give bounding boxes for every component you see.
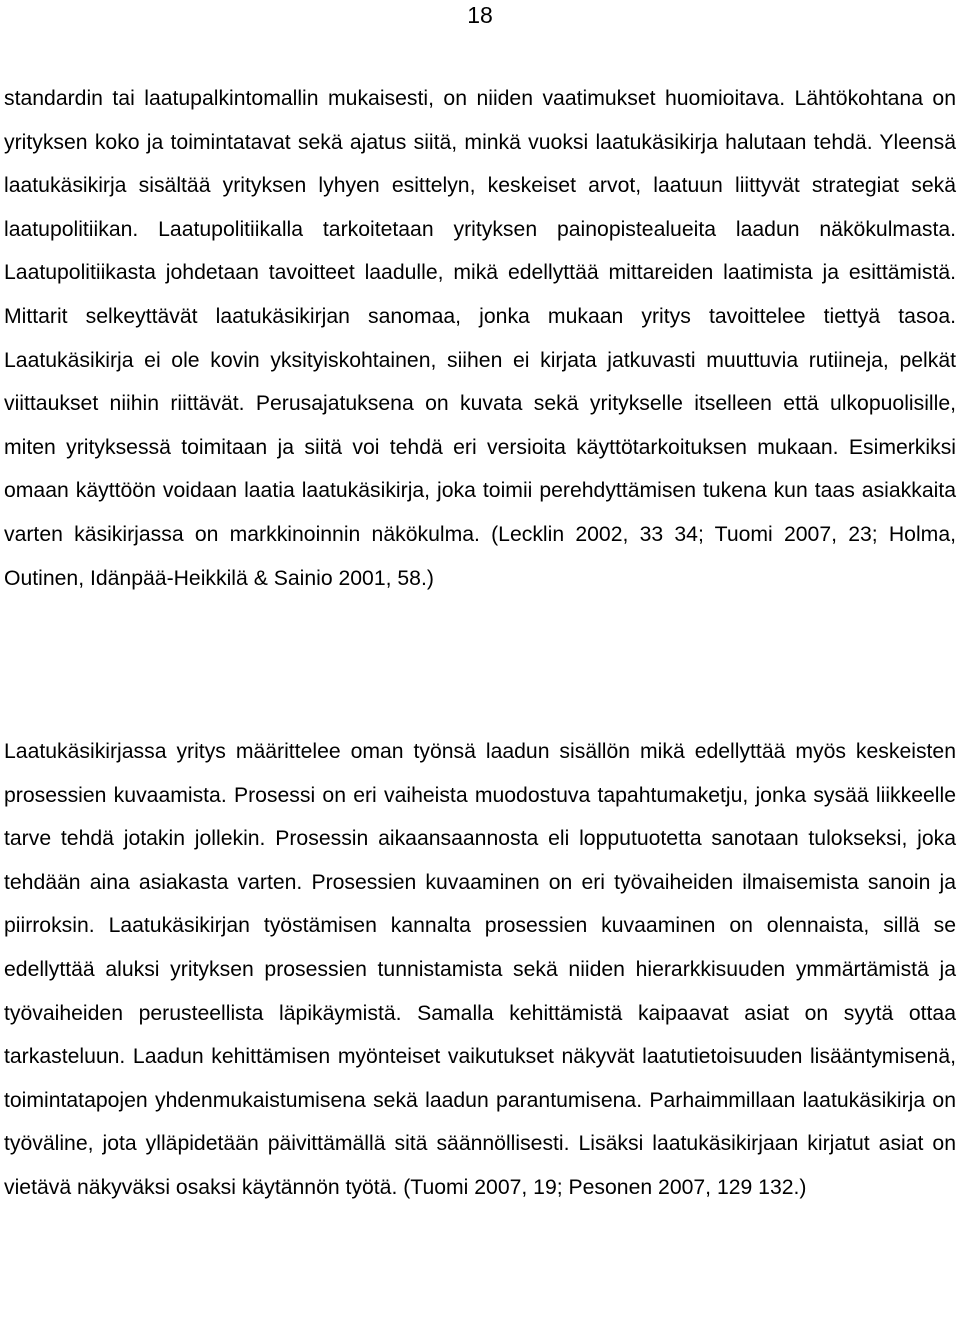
paragraph-text: standardin tai laatupalkintomallin mukaisesti, on niiden vaatimukset huomioitava. Lähtökohtana on yrityksen koko ja toimintatavat sekä ajatus siitä, minkä vuoksi laatukäsikirja halutaan tehdä. Yleensä laatukäsikirja sisältää yrityksen lyhyen esittelyn, keskeiset arvot, laatuun liittyvät strategiat sekä laatupolitiikan. Laatupolitiikalla tarkoitetaan yrityksen painopistealueita laadun näkökulmasta. Laatupolitiikasta johdetaan tavoitteet laadulle, mikä edellyttää mittareiden laatimista ja esittämistä. Mittarit selkeyttävät laatukäsikirjan sanomaa, jonka mukaan yritys tavoittelee tiettyä tasoa. Laatukäsikirja ei ole kovin yksityiskohtainen, siihen ei kirjata jatkuvasti muuttuvia rutiineja, pelkät viittaukset niihin riittävät. Perusajatuksena on kuvata sekä yritykselle itselleen että ulkopuolisille, miten yrityksessä toimitaan ja siitä voi tehdä eri versioita käyttötarkoituksen mukaan. Esimerkiksi omaan käyttöön voidaan laatia laatukäsikirja, joka toimii perehdyttämisen tukena kun taas asiakkaita varten käsikirjassa on markkinoinnin näkökulma. (Lecklin 2002, 33 34; Tuomi 2007, 23; Holma, Outinen, Idänpää-Heikkilä & Sainio 2001, 58.) xyxy=(4,87,956,590)
body-paragraph-1 xyxy=(4,77,956,600)
body-paragraph-2 xyxy=(4,730,956,1210)
paragraph-text: Laatukäsikirjassa yritys määrittelee oman työnsä laadun sisällön mikä edellyttää myös keskeisten prosessien kuvaamista. Prosessi on eri vaiheista muodostuva tapahtumaketju, jonka sysää liikkeelle tarve tehdä jotakin jollekin. Prosessin aikaansaannosta eli lopputuotetta sanotaan tulokseksi, joka tehdään aina asiakasta varten. Prosessien kuvaaminen on eri työvaiheiden ilmaisemista sanoin ja piirroksin. Laatukäsikirjan työstämisen kannalta prosessien kuvaaminen on olennaista, sillä se edellyttää aluksi yrityksen prosessien tunnistamista sekä niiden hierarkkisuuden ymmärtämistä ja työvaiheiden perusteellista läpikäymistä. Samalla kehittämistä kaipaavat asiat on syytä ottaa tarkasteluun. Laadun kehittämisen myönteiset vaikutukset näkyvät laatutietoisuuden lisääntymisenä, toimintatapojen yhdenmukaistumisena sekä laadun parantumisena. Parhaimmillaan laatukäsikirja on työväline, jota ylläpidetään päivittämällä sitä säännöllisesti. Lisäksi laatukäsikirjaan kirjatut asiat on vietävä näkyväksi osaksi käytännön työtä. (Tuomi 2007, 19; Pesonen 2007, 129 132.) xyxy=(4,740,956,1199)
page-number: 18 xyxy=(467,2,493,28)
